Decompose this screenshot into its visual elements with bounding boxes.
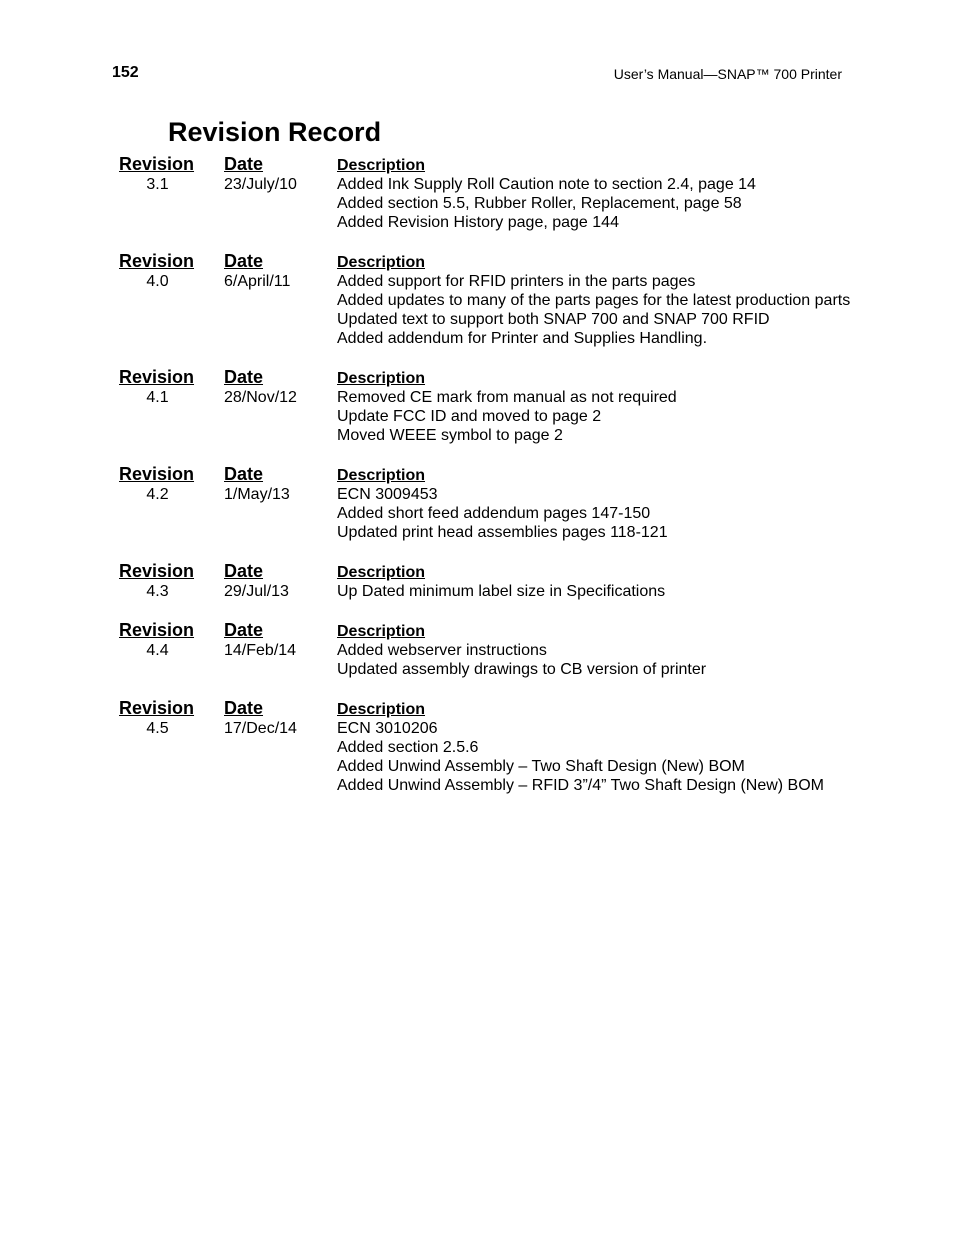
revision-column-heading: Revision <box>119 698 195 718</box>
description-item: Updated text to support both SNAP 700 and SNAP 700 RFID <box>337 311 770 328</box>
description-list <box>337 582 899 601</box>
revision-record <box>119 698 899 795</box>
description-item: Update FCC ID and moved to page 2 <box>337 408 602 425</box>
revision-date: 17/Dec/14 <box>224 720 297 737</box>
revision-number: 4.2 <box>146 486 169 503</box>
revision-date: 6/April/11 <box>224 273 291 290</box>
revision-record-header <box>119 154 899 175</box>
description-column-heading: Description <box>337 370 426 387</box>
description-item: Added Revision History page, page 144 <box>337 214 619 231</box>
revision-record-header <box>119 620 899 641</box>
revision-record <box>119 620 899 679</box>
description-item: ECN 3010206 <box>337 720 438 737</box>
description-item: Added section 2.5.6 <box>337 739 479 756</box>
description-list <box>337 388 899 445</box>
revision-column-heading: Revision <box>119 561 195 581</box>
date-column-heading: Date <box>224 561 264 581</box>
revision-record <box>119 251 899 348</box>
description-item: Added support for RFID printers in the parts pages <box>337 273 696 290</box>
revision-record-header <box>119 367 899 388</box>
description-list <box>337 485 899 542</box>
revision-record-header <box>119 561 899 582</box>
revision-column-heading: Revision <box>119 154 195 174</box>
description-column-heading: Description <box>337 254 426 271</box>
description-column-heading: Description <box>337 701 426 718</box>
description-list <box>337 175 899 232</box>
date-column-heading: Date <box>224 698 264 718</box>
description-item: Up Dated minimum label size in Specifications <box>337 583 666 600</box>
revision-number: 3.1 <box>146 176 169 193</box>
revision-record-body <box>119 485 899 542</box>
revision-number: 4.3 <box>146 583 169 600</box>
revision-date: 29/Jul/13 <box>224 583 289 600</box>
revision-date: 14/Feb/14 <box>224 642 297 659</box>
revision-record-body <box>119 388 899 445</box>
date-column-heading: Date <box>224 367 264 387</box>
date-column-heading: Date <box>224 620 264 640</box>
description-list <box>337 719 899 795</box>
date-column-heading: Date <box>224 464 264 484</box>
revision-number: 4.1 <box>146 389 169 406</box>
description-item: Removed CE mark from manual as not required <box>337 389 677 406</box>
description-item: Added webserver instructions <box>337 642 547 659</box>
description-item: Added addendum for Printer and Supplies Handling. <box>337 330 708 347</box>
revision-record-header <box>119 698 899 719</box>
revision-record <box>119 154 899 232</box>
revision-records <box>119 154 899 795</box>
description-list <box>337 641 899 679</box>
description-item: Added section 5.5, Rubber Roller, Replacement, page 58 <box>337 195 742 212</box>
revision-date: 28/Nov/12 <box>224 389 297 406</box>
revision-date: 23/July/10 <box>224 176 297 193</box>
revision-column-heading: Revision <box>119 251 195 271</box>
revision-record-body <box>119 272 899 348</box>
date-column-heading: Date <box>224 154 264 174</box>
revision-record <box>119 561 899 601</box>
description-list <box>337 272 899 348</box>
revision-record <box>119 464 899 542</box>
description-item: Added Unwind Assembly – Two Shaft Design (New) BOM <box>337 758 745 775</box>
revision-record-body <box>119 582 899 601</box>
page-title: Revision Record <box>168 117 382 147</box>
revision-column-heading: Revision <box>119 464 195 484</box>
revision-number: 4.5 <box>146 720 169 737</box>
revision-record <box>119 367 899 445</box>
description-item: Added Ink Supply Roll Caution note to section 2.4, page 14 <box>337 176 756 193</box>
revision-record-header <box>119 464 899 485</box>
revision-record-body <box>119 175 899 232</box>
revision-date: 1/May/13 <box>224 486 290 503</box>
description-item: Added Unwind Assembly – RFID 3”/4” Two Shaft Design (New) BOM <box>337 777 824 794</box>
description-column-heading: Description <box>337 623 426 640</box>
description-column-heading: Description <box>337 467 426 484</box>
description-item: ECN 3009453 <box>337 486 438 503</box>
revision-number: 4.4 <box>146 642 169 659</box>
description-column-heading: Description <box>337 564 426 581</box>
description-column-heading: Description <box>337 157 426 174</box>
revision-record-body <box>119 719 899 795</box>
date-column-heading: Date <box>224 251 264 271</box>
revision-record-header <box>119 251 899 272</box>
running-header: User’s Manual—SNAP™ 700 Printer <box>613 66 842 82</box>
description-item: Updated assembly drawings to CB version of printer <box>337 661 707 678</box>
revision-column-heading: Revision <box>119 620 195 640</box>
description-item: Moved WEEE symbol to page 2 <box>337 427 563 444</box>
revision-column-heading: Revision <box>119 367 195 387</box>
revision-record-body <box>119 641 899 679</box>
revision-number: 4.0 <box>146 273 169 290</box>
page-number: 152 <box>112 64 139 81</box>
description-item: Added short feed addendum pages 147-150 <box>337 505 651 522</box>
description-item: Updated print head assemblies pages 118-121 <box>337 524 668 541</box>
description-item: Added updates to many of the parts pages for the latest production parts <box>337 292 851 309</box>
